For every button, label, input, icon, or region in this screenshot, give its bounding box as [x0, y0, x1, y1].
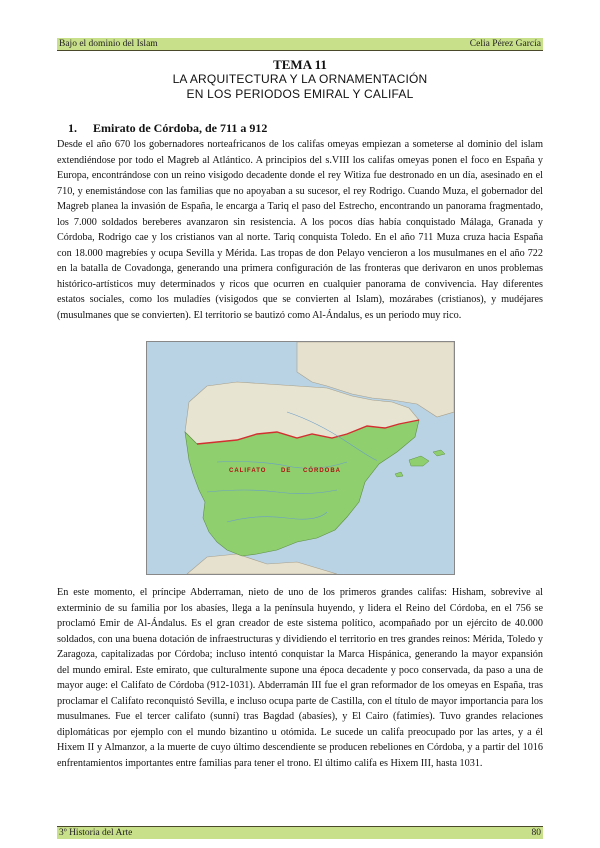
iberian-map	[146, 341, 455, 575]
page-footer	[57, 826, 543, 839]
map-label-de: DE	[281, 468, 292, 474]
section-heading	[68, 121, 267, 136]
map-label-califato: CALIFATO	[229, 468, 267, 474]
title-block	[57, 57, 543, 102]
page-number: 80	[531, 828, 541, 838]
map-label-cordoba: CÓRDOBA	[303, 468, 341, 474]
header-right: Celia Pérez García	[469, 39, 541, 49]
header-left: Bajo el dominio del Islam	[59, 39, 158, 49]
page-header	[57, 38, 543, 51]
section-number: 1.	[68, 121, 77, 135]
chapter-title-line1: LA ARQUITECTURA Y LA ORNAMENTACIÓN	[172, 72, 428, 86]
footer-left: 3º Historia del Arte	[59, 828, 133, 838]
chapter-number: TEMA 11	[273, 57, 327, 72]
chapter-title-line2: EN LOS PERIODOS EMIRAL Y CALIFAL	[186, 87, 414, 101]
section-title: Emirato de Córdoba, de 711 a 912	[93, 121, 268, 135]
paragraph-1: Desde el año 670 los gobernadores norteafricanos de los califas omeyas empiezan a someterse al dominio del islam extendiéndose por todo el Magreb al Atlántico. A principios del s.VIII los califas omeyas ponen el foco en España y Europa, encontrándose con un reino visigodo decadente donde el rey Witiza fue destronado en un día, asesinado en el 710, y enemistándose con las familias que no apoyaban a su sucesor, el rey Rodrigo. Cuando Muza, el gobernador del Magreb planea la invasión de España, le encarga a Tariq el paso del Estrecho, encontrando un panorama fragmentado, los 7.000 soldados bereberes avanzaron sin resistencia. A los pocos días había conquistado Málaga, Granada y Córdoba, Rodrigo cae y los cristianos van al norte. Tariq conquista Toledo. En el año 711 Muza cruza hacia España con 18.000 magrebíes y ocupa Sevilla y Mérida. Las tropas de don Pelayo vencieron a los musulmanes en el año 722 en la batalla de Covadonga, generando una primera configuración de las fronteras que derivaron en unos problemas histórico-artísticos muy determinados y ricos que ocurren en cualquier panorama de convivencia. Hay diferentes estatos sociales, como los muladíes (visigodos que se convierten al Islam), mozárabes (cristianos), y mudéjares (musulmanes que se convierten). El territorio se bautizó como Al-Ándalus, es un periodo muy rico.	[57, 139, 543, 321]
paragraph-2: En este momento, el príncipe Abderraman, nieto de uno de los primeros grandes califas: Hisham, sobrevive al exterminio de su familia por los abasíes, llega a la península huyendo, y lidera el Reino del Córdoba, en el 756 se proclamó Emir de Al-Ándalus. Es el gran creador de este sistema político, acompañado por un ejército de 40.000 soldados, con una buena dotación de infraestructuras y dividiendo el territorio en tres grandes reinos: Mérida, Toledo y Zaragoza, capitalizadas por Córdoba; incluso intentó conquistar la Marca Hispánica, generando la mayor expansión del mundo emiral. Este emirato, que culturalmente supone una época decadente y poco conservada, da paso a una de mayor auge: el Califato de Córdoba (912-1031). Abderramán III fue el gran reformador de los omeyas en España, tras proclamar el Califato reconquistó Sevilla, e incluso ocupa parte de Castilla, con el título de mayor importancia para los musulmanes. Fue el tercer califato (sunní) tras Bagdad (abasíes), y El Cairo (fatimíes). Tuvo grandes relaciones diplomáticas por ejemplo con el mundo bizantino u otómida. Le sucede un califa preocupado por las artes, y a él Hixem II y Almanzor, a la muerte de cuyo último descendiente se producen rebeliones en Córdoba, y a partir del 1016 enfrentamientos importantes entre familias para tener el trono. El último califa es Hixem III, hasta 1031.	[57, 587, 543, 769]
map-drawing	[147, 342, 454, 574]
